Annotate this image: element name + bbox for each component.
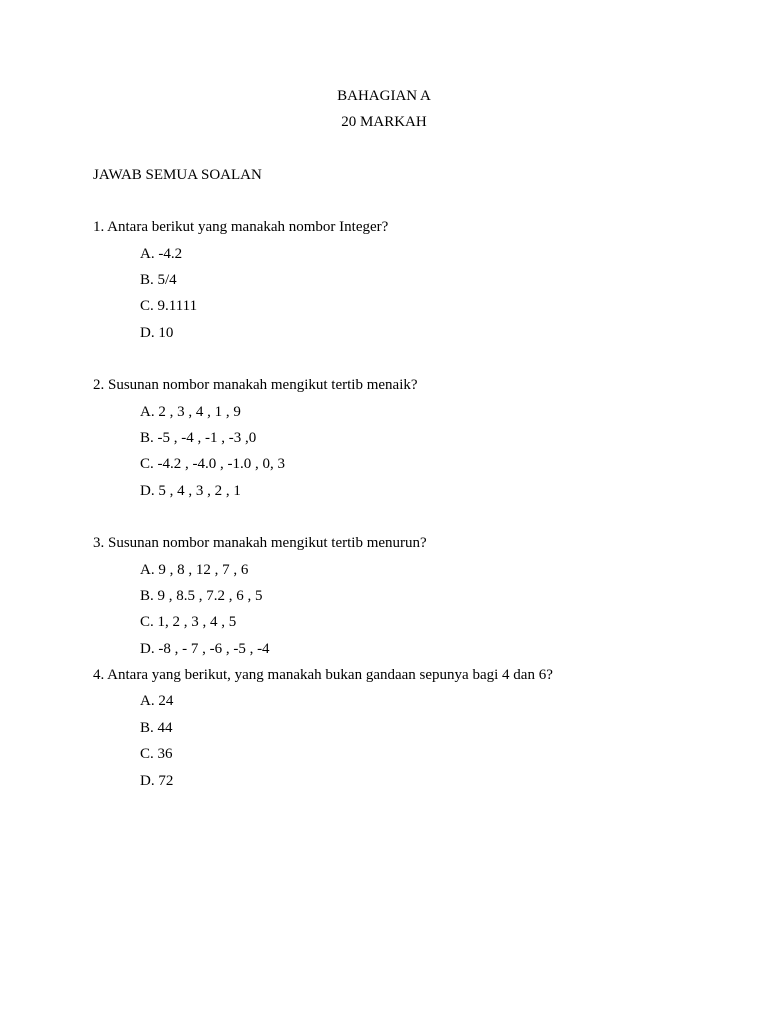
option-c: C. 36 <box>140 746 173 762</box>
question-text: 3. Susunan nombor manakah mengikut tertib menurun? <box>93 535 427 551</box>
option-a: A. 2 , 3 , 4 , 1 , 9 <box>140 404 241 420</box>
option-a: A. 9 , 8 , 12 , 7 , 6 <box>140 562 249 578</box>
option-a: A. 24 <box>140 693 174 709</box>
section-marks: 20 MARKAH <box>341 114 427 130</box>
option-d: D. 10 <box>140 325 174 341</box>
question-text: 1. Antara berikut yang manakah nombor Integer? <box>93 219 389 235</box>
option-a: A. -4.2 <box>140 246 183 262</box>
question-text: 2. Susunan nombor manakah mengikut tertib menaik? <box>93 377 418 393</box>
option-b: B. -5 , -4 , -1 , -3 ,0 <box>140 430 257 446</box>
option-b: B. 5/4 <box>140 272 177 288</box>
option-c: C. 1, 2 , 3 , 4 , 5 <box>140 614 237 630</box>
question-text: 4. Antara yang berikut, yang manakah bukan gandaan sepunya bagi 4 dan 6? <box>93 667 553 683</box>
section-title: BAHAGIAN A <box>337 88 431 104</box>
instruction: JAWAB SEMUA SOALAN <box>93 167 262 183</box>
option-b: B. 9 , 8.5 , 7.2 , 6 , 5 <box>140 588 263 604</box>
option-d: D. 5 , 4 , 3 , 2 , 1 <box>140 483 241 499</box>
option-c: C. -4.2 , -4.0 , -1.0 , 0, 3 <box>140 456 285 472</box>
option-c: C. 9.1111 <box>140 298 198 314</box>
option-d: D. -8 , - 7 , -6 , -5 , -4 <box>140 641 270 657</box>
option-b: B. 44 <box>140 720 173 736</box>
option-d: D. 72 <box>140 773 174 789</box>
